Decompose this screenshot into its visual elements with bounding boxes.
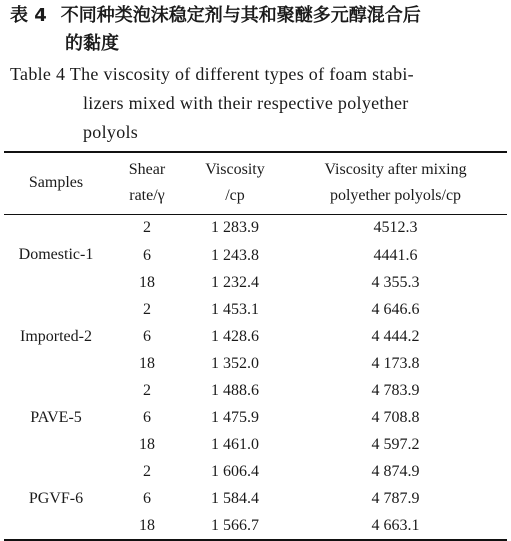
table-row (4, 213, 507, 242)
viscosity-after-mixing-cell: 4 646.6 (371, 300, 420, 318)
table-caption-chinese (10, 2, 505, 58)
viscosity-cell: 1 584.4 (211, 489, 259, 507)
header-viscosity-line2: /cp (225, 187, 245, 204)
viscosity-cell: 1 352.0 (211, 354, 259, 372)
caption-title-en-line2: lizers mixed with their respective polyether (83, 93, 409, 113)
viscosity-after-mixing-cell: 4 597.2 (371, 435, 420, 453)
caption-title-en-line3: polyols (83, 122, 139, 142)
viscosity-after-mixing-cell: 4 783.9 (371, 381, 420, 399)
shear-rate-cell: 2 (143, 462, 151, 480)
header-viscosity-after-mixing (284, 153, 507, 213)
table-body (4, 213, 507, 539)
sample-name-cell: Imported-2 (20, 327, 92, 345)
shear-rate-cell: 18 (139, 516, 155, 534)
header-samples (4, 153, 108, 213)
viscosity-cell: 1 488.6 (211, 381, 259, 399)
viscosity-cell: 1 566.7 (211, 516, 259, 534)
shear-rate-cell: 18 (139, 435, 155, 453)
sample-name-cell: PGVF-6 (28, 489, 84, 507)
header-mix-line1: Viscosity after mixing (324, 161, 467, 178)
caption-title-cn-line1: 不同种类泡沫稳定剂与其和聚醚多元醇混合后 (60, 5, 421, 26)
viscosity-cell: 1 461.0 (211, 435, 259, 453)
viscosity-after-mixing-cell: 4 444.2 (371, 327, 420, 345)
viscosity-table (4, 153, 507, 539)
table-header-row (4, 153, 507, 213)
viscosity-cell: 1 243.8 (211, 246, 259, 264)
shear-rate-cell: 2 (143, 218, 151, 236)
table-number-label: 表 4 (10, 5, 47, 26)
viscosity-after-mixing-cell: 4 663.1 (371, 516, 420, 534)
table-bottom-rule (4, 539, 507, 541)
viscosity-cell: 1 606.4 (211, 462, 259, 480)
table-row (4, 377, 507, 404)
header-shear-rate (108, 153, 186, 213)
viscosity-after-mixing-cell: 4 708.8 (371, 408, 420, 426)
header-viscosity-line1: Viscosity (205, 161, 265, 178)
caption-title-cn-line2: 的黏度 (65, 33, 119, 54)
viscosity-cell: 1 283.9 (211, 218, 259, 236)
shear-rate-cell: 18 (139, 354, 155, 372)
viscosity-after-mixing-cell: 4 874.9 (371, 462, 420, 480)
header-shear-line2: rate/γ (129, 187, 165, 204)
viscosity-cell: 1 428.6 (211, 327, 259, 345)
table-row (4, 458, 507, 485)
viscosity-after-mixing-cell: 4512.3 (373, 218, 418, 236)
shear-rate-cell: 6 (143, 327, 151, 345)
header-mix-line2: polyether polyols/cp (329, 187, 462, 204)
shear-rate-cell: 18 (139, 273, 155, 291)
viscosity-cell: 1 453.1 (211, 300, 259, 318)
viscosity-after-mixing-cell: 4441.6 (373, 246, 418, 264)
shear-rate-cell: 6 (143, 246, 151, 264)
viscosity-cell: 1 475.9 (211, 408, 259, 426)
shear-rate-cell: 6 (143, 489, 151, 507)
header-samples-label: Samples (28, 174, 84, 191)
sample-name-cell: Domestic-1 (18, 245, 94, 263)
shear-rate-cell: 2 (143, 300, 151, 318)
table-row (4, 296, 507, 323)
header-viscosity (186, 153, 284, 213)
caption-title-en-line1: Table 4 The viscosity of different types of foam stabi- (10, 64, 414, 84)
viscosity-after-mixing-cell: 4 173.8 (371, 354, 420, 372)
header-shear-line1: Shear (128, 161, 166, 178)
shear-rate-cell: 2 (143, 381, 151, 399)
viscosity-after-mixing-cell: 4 355.3 (371, 273, 420, 291)
table-caption-english (10, 60, 505, 147)
shear-rate-cell: 6 (143, 408, 151, 426)
sample-name-cell: PAVE-5 (30, 408, 82, 426)
viscosity-after-mixing-cell: 4 787.9 (371, 489, 420, 507)
viscosity-cell: 1 232.4 (211, 273, 259, 291)
